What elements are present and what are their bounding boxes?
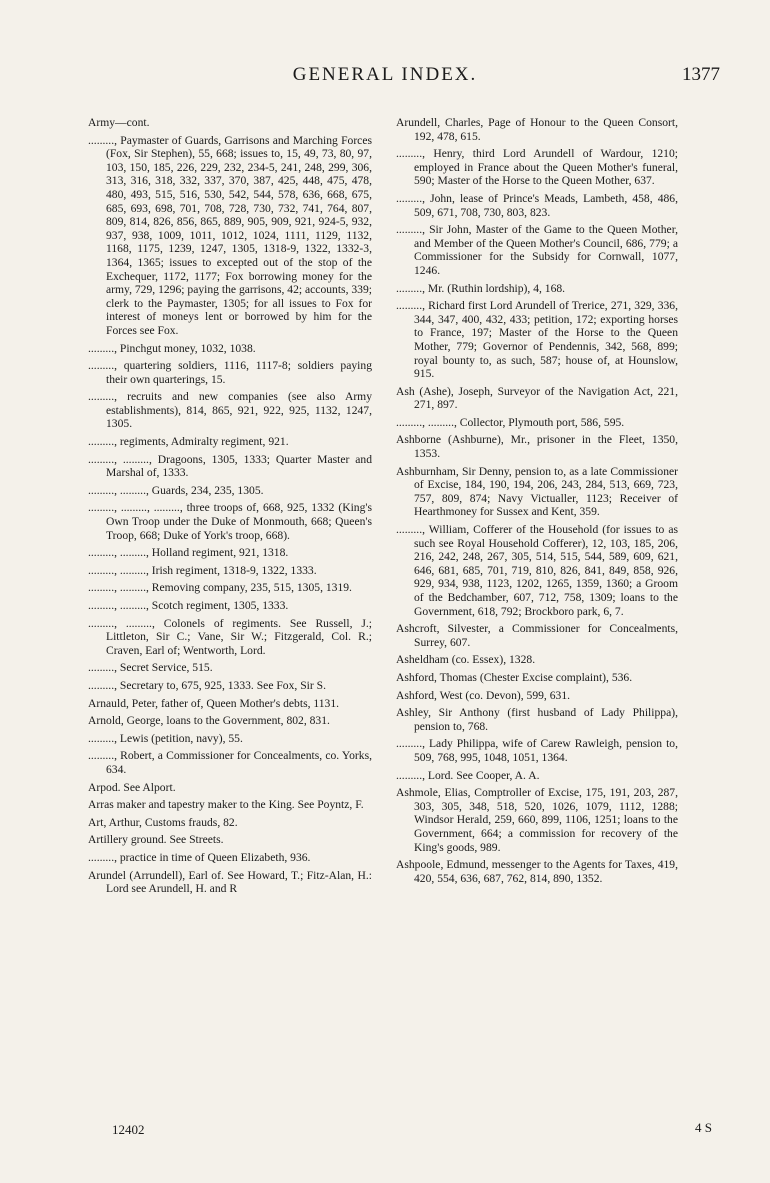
index-entry: ........., Lord. See Cooper, A. A.	[396, 768, 540, 782]
index-entry: ........., Paymaster of Guards, Garrisons and Marching Forces (Fox, Sir Stephen), 55, 668; issues to, 15, 49, 73, 80, 97, 103, 150, 185, 226, 229, 232, 234-5, 241, 248, 299, 306, 313, 316, 318, 332, 337, 370, 387, 425, 448, 475, 478, 480, 493, 515, 516, 530, 542, 544, 578, 636, 668, 675, 685, 693, 698, 701, 708, 728, 730, 732, 741, 764, 807, 809, 814, 826, 856, 865, 889, 905, 909, 921, 924-5, 932, 937, 938, 1009, 1011, 1012, 1024, 1111, 1129, 1132, 1168, 1175, 1239, 1247, 1305, 1318-9, 1322, 1332-3, 1364, 1365; issues to excepted out of the stop of the Exchequer, 1172, 1177; Fox borrowing money for the army, 729, 1296; paying the garrisons, 42; accounts, 339; clerk to the Paymaster, 1305; for all issues to Fox for interest of moneys lent or borrowed by him for the Forces see Fox.	[88, 133, 372, 337]
index-entry: ........., ........., Dragoons, 1305, 1333; Quarter Master and Marshal of, 1333.	[88, 452, 372, 480]
index-entry: Ashford, West (co. Devon), 599, 631.	[396, 688, 571, 702]
index-entry: ........., ........., ........., three troops of, 668, 925, 1332 (King's Own Troop under the Duke of Monmouth, 668; Queen's Troop, 668; Duke of York's troop, 668).	[88, 501, 372, 542]
index-entry: Arundel (Arrundell), Earl of. See Howard, T.; Fitz-Alan, H.: Lord see Arundell, H. and R	[88, 868, 372, 896]
index-entry: ........., Robert, a Commissioner for Concealments, co. Yorks, 634.	[88, 749, 372, 776]
index-entry: ........., John, lease of Prince's Meads, Lambeth, 458, 486, 509, 671, 708, 730, 803, 823.	[396, 191, 678, 219]
index-entry: ........., ........., Removing company, 235, 515, 1305, 1319.	[88, 581, 352, 595]
sheet-mark: 4 S	[695, 1120, 712, 1135]
index-entry: ........., ........., Collector, Plymouth port, 586, 595.	[396, 415, 625, 429]
index-entry: ........., ........., Irish regiment, 1318-9, 1322, 1333.	[88, 563, 317, 577]
index-entry: ........., regiments, Admiralty regiment, 921.	[88, 435, 289, 449]
index-entry: Ashley, Sir Anthony (first husband of Lady Philippa), pension to, 768.	[396, 706, 678, 733]
index-entry: ........., William, Cofferer of the Household (for issues to as such see Royal Household Cofferer), 12, 103, 185, 206, 216, 242, 248, 267, 305, 514, 515, 544, 589, 609, 621, 646, 681, 685, 701, 719, 810, 826, 841, 849, 858, 926, 929, 934, 938, 1123, 1202, 1265, 1359, 1360; a Groom of the Bedchamber, 607, 712, 758, 1309; loans to the Government, 618, 792; Brockboro park, 6, 7.	[396, 523, 678, 618]
index-entry: Ashcroft, Silvester, a Commissioner for Concealments, Surrey, 607.	[396, 622, 678, 649]
running-title: GENERAL INDEX.	[292, 64, 478, 85]
index-entry: ........., Lady Philippa, wife of Carew Rawleigh, pension to, 509, 768, 995, 1048, 1051, 1364.	[396, 737, 678, 764]
printer-signature: 12402	[112, 1122, 145, 1137]
index-entry: Ashpoole, Edmund, messenger to the Agents for Taxes, 419, 420, 554, 636, 687, 762, 814, 890, 1352.	[396, 858, 678, 885]
left-column	[88, 116, 372, 900]
index-entry: ........., ........., Guards, 234, 235, 1305.	[88, 483, 264, 497]
index-entry: Art, Arthur, Customs frauds, 82.	[88, 815, 238, 829]
index-entry: ........., ........., Scotch regiment, 1305, 1333.	[88, 599, 289, 612]
index-entry: Ashford, Thomas (Chester Excise complaint), 536.	[396, 670, 633, 684]
index-entry: ........., Sir John, Master of the Game to the Queen Mother, and Member of the Queen Mother's Council, 686, 779; a Commissioner for the Subsidy for Cornwall, 1077, 1246.	[396, 223, 678, 277]
index-entry: Ashmole, Elias, Comptroller of Excise, 175, 191, 203, 287, 303, 305, 348, 518, 520, 1026, 1079, 1112, 1288; Windsor Herald, 259, 660, 899, 1106, 1251; loans to the Government, 664; a commission for recovery of the King's goods, 989.	[396, 786, 678, 854]
index-entry: ........., Secret Service, 515.	[88, 661, 213, 675]
index-entry: ........., Richard first Lord Arundell of Trerice, 271, 329, 336, 344, 347, 400, 432, 433; petition, 172; exporting horses to France, 197; Master of the Horse to the Queen Mother, 779; Governor of Pendennis, 342, 568, 899; royal bounty to, as such, 587; house of, at Hounslow, 915.	[396, 299, 678, 381]
index-entry: ........., quartering soldiers, 1116, 1117-8; soldiers paying their own quarterings, 15.	[88, 359, 372, 386]
index-entry: Arpod. See Alport.	[88, 780, 176, 794]
page-number: 1377	[682, 64, 720, 85]
index-entry: Arras maker and tapestry maker to the King. See Poyntz, F.	[88, 798, 364, 812]
index-entry: ........., Henry, third Lord Arundell of Wardour, 1210; employed in France about the Queen Mother's funeral, 590; Master of the Horse to the Queen Mother, 637.	[396, 147, 678, 188]
index-entry: ........., Mr. (Ruthin lordship), 4, 168.	[396, 281, 566, 295]
index-entry: Asheldham (co. Essex), 1328.	[396, 653, 536, 667]
index-entry: ........., Pinchgut money, 1032, 1038.	[88, 341, 256, 355]
index-entry: Arnauld, Peter, father of, Queen Mother's debts, 1131.	[88, 696, 340, 710]
right-column	[396, 116, 678, 889]
index-entry: ........., practice in time of Queen Elizabeth, 936.	[88, 850, 311, 864]
index-entry: Ash (Ashe), Joseph, Surveyor of the Navigation Act, 221, 271, 897.	[396, 384, 678, 412]
index-entry: Arundell, Charles, Page of Honour to the Queen Consort, 192, 478, 615.	[396, 116, 678, 143]
index-entry: ........., recruits and new companies (see also Army establishments), 814, 865, 921, 922, 925, 1132, 1247, 1305.	[88, 390, 372, 431]
index-entry: ........., Secretary to, 675, 925, 1333. See Fox, Sir S.	[88, 678, 326, 692]
index-entry: Ashborne (Ashburne), Mr., prisoner in the Fleet, 1350, 1353.	[396, 433, 678, 461]
index-entry: ........., Lewis (petition, navy), 55.	[88, 731, 243, 745]
index-entry: Artillery ground. See Streets.	[88, 833, 224, 847]
index-entry: ........., ........., Holland regiment, 921, 1318.	[88, 546, 289, 560]
index-entry: Ashburnham, Sir Denny, pension to, as a late Commissioner of Excise, 184, 190, 194, 206, 243, 284, 513, 669, 723, 757, 809, 874; Navy Victualler, 1123; Receiver of Hearthmoney for Sussex and Kent, 359.	[396, 464, 678, 519]
index-entry: ........., ........., Colonels of regiments. See Russell, J.; Littleton, Sir C.; Vane, Sir W.; Fitzgerald, Col. R.; Craven, Earl of; Wentworth, Lord.	[88, 616, 372, 657]
index-entry: Arnold, George, loans to the Government, 802, 831.	[88, 714, 330, 728]
index-entry: Army—cont.	[88, 116, 150, 129]
